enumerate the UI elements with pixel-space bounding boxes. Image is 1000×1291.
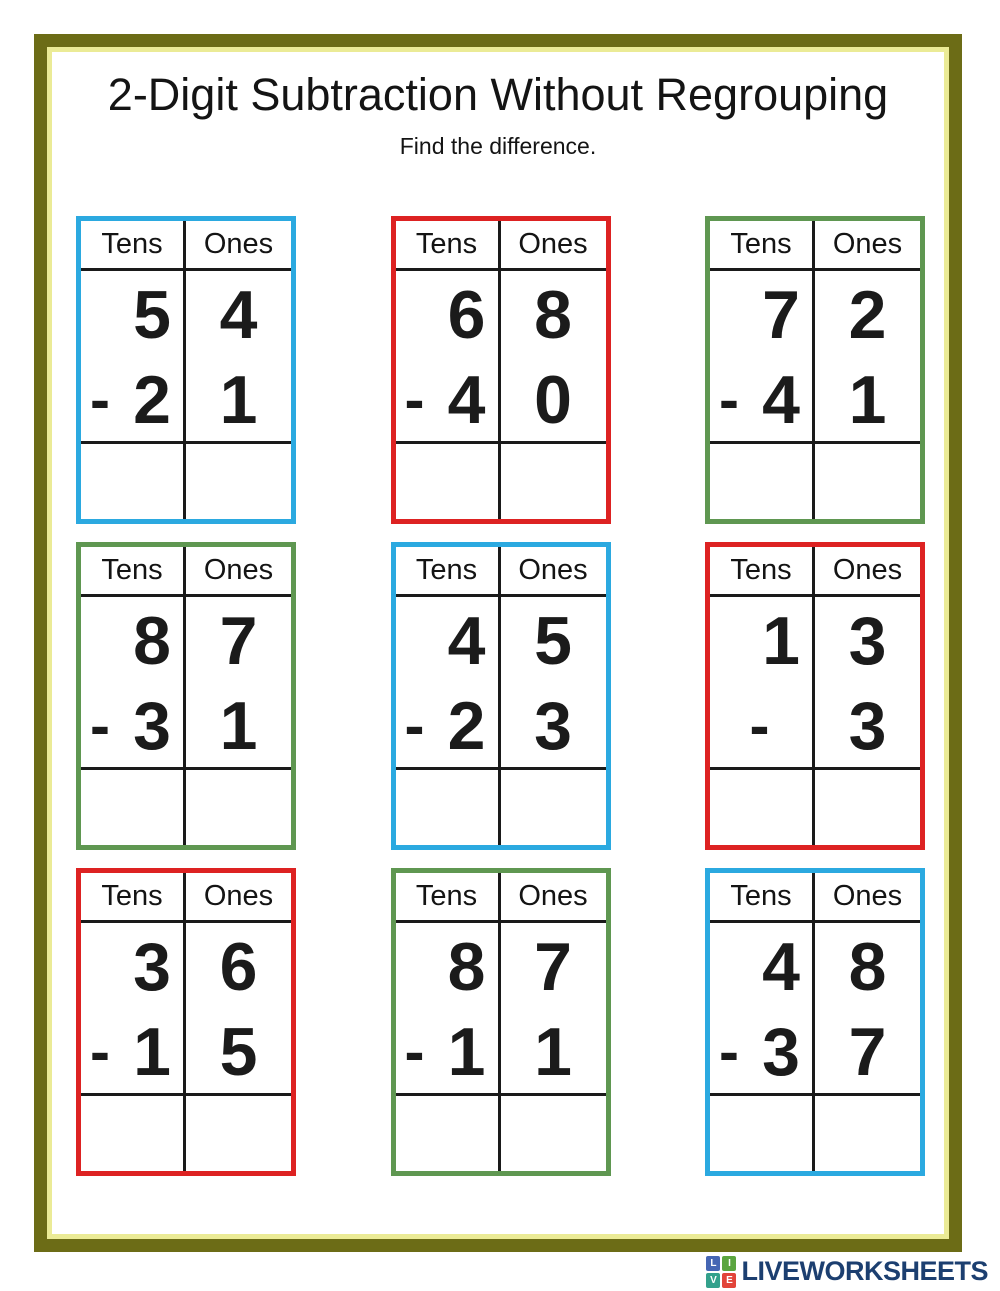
minuend-tens-cell	[396, 597, 501, 685]
tens-header: Tens	[396, 873, 501, 923]
subtrahend-ones-digit: 1	[534, 1014, 572, 1090]
minuend-tens-cell	[710, 271, 815, 359]
minuend-tens-cell	[81, 923, 186, 1011]
tens-answer-cell[interactable]	[81, 1096, 186, 1171]
minuend-ones-cell	[815, 271, 920, 359]
subtrahend-ones-cell	[815, 1011, 920, 1096]
subtrahend-ones-digit: 1	[848, 362, 887, 438]
subtrahend-ones-cell	[501, 359, 606, 444]
minuend-ones-cell	[501, 923, 606, 1011]
problem-card	[76, 216, 296, 524]
ones-header: Ones	[815, 547, 920, 597]
logo-tile-i: I	[722, 1256, 736, 1271]
subtrahend-ones-cell	[186, 359, 291, 444]
tens-header: Tens	[81, 873, 186, 923]
subtrahend-tens-cell	[81, 359, 186, 444]
logo-tile-l: L	[706, 1256, 720, 1271]
minuend-ones-digit: 5	[534, 603, 572, 679]
subtrahend-tens-digit: 2	[447, 688, 486, 764]
logo-tile-e: E	[722, 1273, 736, 1288]
ones-answer-cell[interactable]	[501, 770, 606, 845]
tens-header: Tens	[81, 547, 186, 597]
problem-card	[705, 868, 925, 1176]
ones-header: Ones	[186, 221, 291, 271]
tens-header: Tens	[710, 547, 815, 597]
subtrahend-tens-cell	[710, 685, 815, 770]
minus-sign: -	[719, 366, 739, 433]
minuend-ones-digit: 7	[534, 929, 572, 1005]
minuend-ones-digit: 4	[219, 277, 258, 353]
ones-header: Ones	[501, 547, 606, 597]
liveworksheets-tiles-icon	[706, 1256, 736, 1288]
minuend-tens-digit: 1	[762, 603, 800, 679]
minuend-tens-cell	[710, 597, 815, 685]
problem-card	[391, 868, 611, 1176]
ones-answer-cell[interactable]	[501, 1096, 606, 1171]
tens-answer-cell[interactable]	[710, 770, 815, 845]
page-subtitle: Find the difference.	[399, 133, 597, 159]
tens-answer-cell[interactable]	[396, 444, 501, 519]
problem-card	[705, 542, 925, 850]
subtrahend-ones-digit: 3	[848, 688, 887, 764]
minuend-tens-digit: 7	[762, 277, 800, 353]
minuend-tens-cell	[710, 923, 815, 1011]
minuend-tens-digit: 5	[133, 277, 171, 353]
minuend-ones-digit: 8	[848, 929, 887, 1005]
subtrahend-tens-digit: 1	[133, 1014, 171, 1090]
tens-answer-cell[interactable]	[396, 770, 501, 845]
subtrahend-tens-cell	[396, 359, 501, 444]
minus-sign: -	[90, 1018, 110, 1085]
subtrahend-tens-digit: 3	[762, 1014, 800, 1090]
subtrahend-ones-cell	[186, 1011, 291, 1096]
minuend-ones-cell	[501, 271, 606, 359]
ones-answer-cell[interactable]	[815, 444, 920, 519]
tens-header: Tens	[710, 873, 815, 923]
subtrahend-ones-digit: 3	[534, 688, 572, 764]
minuend-ones-digit: 6	[219, 929, 258, 1005]
ones-answer-cell[interactable]	[815, 770, 920, 845]
subtrahend-tens-cell	[710, 359, 815, 444]
minuend-tens-digit: 4	[762, 929, 800, 1005]
minuend-ones-cell	[501, 597, 606, 685]
minus-sign: -	[90, 366, 110, 433]
tens-header: Tens	[710, 221, 815, 271]
subtrahend-ones-cell	[501, 685, 606, 770]
minuend-tens-cell	[396, 923, 501, 1011]
ones-header: Ones	[501, 873, 606, 923]
minuend-ones-cell	[186, 271, 291, 359]
ones-header: Ones	[501, 221, 606, 271]
tens-answer-cell[interactable]	[81, 770, 186, 845]
ones-header: Ones	[815, 873, 920, 923]
tens-answer-cell[interactable]	[81, 444, 186, 519]
ones-header: Ones	[186, 873, 291, 923]
subtrahend-tens-digit: 4	[762, 362, 800, 438]
ones-answer-cell[interactable]	[815, 1096, 920, 1171]
minuend-ones-cell	[815, 923, 920, 1011]
minuend-ones-digit: 7	[219, 603, 258, 679]
ones-answer-cell[interactable]	[186, 444, 291, 519]
page-title: 2-Digit Subtraction Without Regrouping	[107, 69, 889, 120]
problem-card	[391, 542, 611, 850]
tens-answer-cell[interactable]	[710, 444, 815, 519]
subtrahend-tens-digit: 1	[447, 1014, 486, 1090]
subtrahend-ones-digit: 0	[534, 362, 572, 438]
problems-grid	[47, 216, 949, 1176]
minuend-tens-digit: 8	[447, 929, 486, 1005]
subtrahend-ones-digit: 1	[219, 362, 258, 438]
tens-answer-cell[interactable]	[396, 1096, 501, 1171]
minuend-tens-cell	[396, 271, 501, 359]
subtrahend-tens-digit: 3	[133, 688, 171, 764]
minus-sign: -	[719, 1018, 739, 1085]
minuend-ones-digit: 3	[848, 603, 887, 679]
problem-card	[76, 868, 296, 1176]
ones-answer-cell[interactable]	[186, 1096, 291, 1171]
tens-answer-cell[interactable]	[710, 1096, 815, 1171]
minuend-ones-cell	[186, 597, 291, 685]
subtrahend-tens-cell	[81, 1011, 186, 1096]
problem-card	[391, 216, 611, 524]
subtrahend-tens-cell	[396, 685, 501, 770]
subtrahend-tens-digit: 2	[133, 362, 171, 438]
subtrahend-ones-digit: 5	[219, 1014, 258, 1090]
logo-tile-v: V	[706, 1273, 720, 1288]
subtrahend-ones-cell	[186, 685, 291, 770]
subtrahend-tens-cell	[710, 1011, 815, 1096]
tens-header: Tens	[396, 547, 501, 597]
liveworksheets-logo[interactable]	[706, 1254, 988, 1289]
tens-header: Tens	[396, 221, 501, 271]
subtrahend-ones-digit: 7	[848, 1014, 887, 1090]
tens-header: Tens	[81, 221, 186, 271]
subtrahend-ones-cell	[501, 1011, 606, 1096]
ones-header: Ones	[186, 547, 291, 597]
minuend-tens-digit: 4	[447, 603, 486, 679]
subtrahend-tens-cell	[81, 685, 186, 770]
minuend-tens-cell	[81, 597, 186, 685]
minus-sign: -	[404, 692, 425, 759]
ones-answer-cell[interactable]	[186, 770, 291, 845]
minus-sign: -	[404, 1018, 425, 1085]
brand-text: LIVEWORKSHEETS	[741, 1256, 988, 1286]
ones-answer-cell[interactable]	[501, 444, 606, 519]
minuend-tens-digit: 6	[447, 277, 486, 353]
subtrahend-tens-digit: 4	[447, 362, 486, 438]
ones-header: Ones	[815, 221, 920, 271]
worksheet-frame	[34, 34, 962, 1252]
minuend-tens-cell	[81, 271, 186, 359]
subtrahend-ones-cell	[815, 359, 920, 444]
minus-sign: -	[90, 692, 110, 759]
minuend-ones-digit: 8	[534, 277, 572, 353]
minus-sign: -	[749, 692, 770, 759]
minus-sign: -	[404, 366, 425, 433]
subtrahend-ones-cell	[815, 685, 920, 770]
subtrahend-tens-cell	[396, 1011, 501, 1096]
minuend-ones-digit: 2	[848, 277, 887, 353]
minuend-tens-digit: 8	[133, 603, 171, 679]
minuend-tens-digit: 3	[133, 929, 171, 1005]
problem-card	[76, 542, 296, 850]
minuend-ones-cell	[186, 923, 291, 1011]
subtrahend-ones-digit: 1	[219, 688, 258, 764]
minuend-ones-cell	[815, 597, 920, 685]
problem-card	[705, 216, 925, 524]
